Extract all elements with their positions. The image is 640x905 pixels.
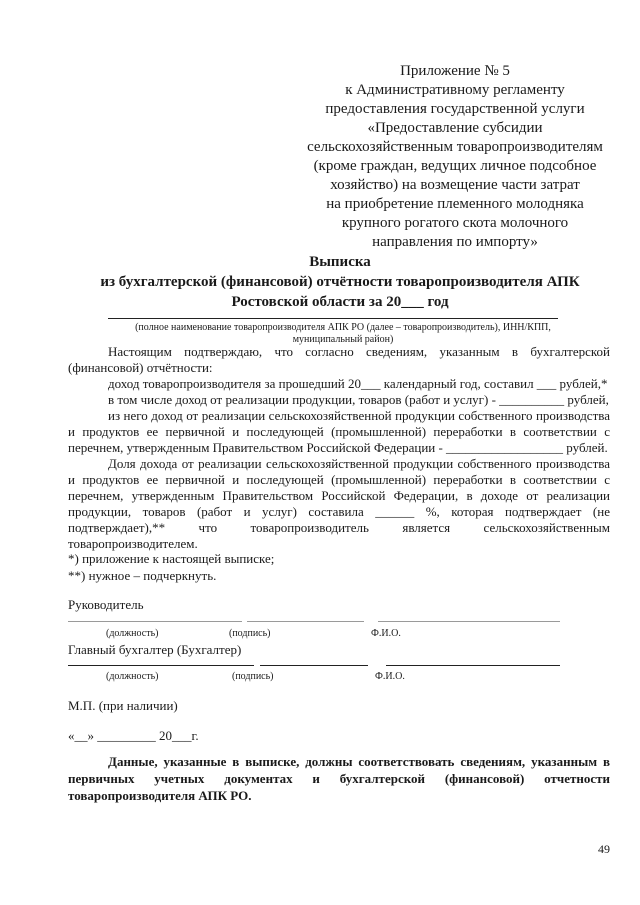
statement-paragraph: из него доход от реализации сельскохозяйственной продукции собственного производства и продуктов ее первичной и последующей (промышленной) переработки в соответствии с перечнем, утвержденным Правительством Российской Федерации - __________________ рублей.	[68, 408, 610, 455]
appendix-line: Приложение № 5	[400, 63, 510, 79]
appendix-line: хозяйство) на возмещение части затрат	[330, 177, 580, 193]
appendix-line: направления по импорту»	[372, 234, 538, 250]
appendix-line: сельскохозяйственным товаропроизводителям	[307, 139, 603, 155]
title-line: из бухгалтерской (финансовой) отчётности товаропроизводителя АПК	[100, 274, 580, 290]
head-signature-line	[247, 621, 364, 622]
appendix-line: (кроме граждан, ведущих личное подсобное	[313, 158, 597, 174]
fullname-caption-line: муниципальный район)	[292, 334, 394, 345]
statement-paragraph: доход товаропроизводителя за прошедший 20___ календарный год, составил ___ рублей,*	[108, 376, 608, 391]
fullname-caption	[108, 322, 578, 346]
title-line: Ростовской области за 20___ год	[231, 294, 449, 310]
date-line: «__» _________ 20___г.	[68, 728, 199, 743]
footnote: **) нужное – подчеркнуть.	[68, 568, 217, 583]
chief-position-caption: (должность)	[106, 671, 159, 682]
stamp-label: М.П. (при наличии)	[68, 698, 178, 713]
appendix-line: крупного рогатого скота молочного	[341, 215, 569, 231]
fullname-fill-line	[108, 318, 558, 319]
title-line: Выписка	[309, 254, 371, 270]
head-name-caption: Ф.И.О.	[371, 628, 401, 639]
chief-signature-line	[260, 665, 368, 666]
chief-position-line	[68, 665, 254, 666]
appendix-header	[290, 62, 620, 252]
chief-name-line	[386, 665, 560, 666]
statement-paragraph: в том числе доход от реализации продукции, товаров (работ и услуг) - __________ рублей,	[108, 392, 609, 407]
final-note: Данные, указанные в выписке, должны соответствовать сведениям, указанным в первичных учетных документах и бухгалтерской (финансовой) отчетности товаропроизводителя АПК РО.	[68, 754, 610, 803]
head-signature-caption: (подпись)	[229, 628, 271, 639]
head-position-line	[68, 621, 242, 622]
page-number: 49	[598, 842, 610, 856]
head-name-line	[378, 621, 560, 622]
appendix-line: «Предоставление субсидии	[367, 120, 543, 136]
document-title	[40, 252, 640, 312]
appendix-line: к Административному регламенту	[345, 82, 565, 98]
appendix-line: предоставления государственной услуги	[325, 101, 585, 117]
statement-paragraph: Доля дохода от реализации сельскохозяйственной продукции собственного производства и продуктов ее первичной и последующей (промышленной) переработки в соответствии с перечнем, утвержденным Правительством Российской Федерации, в доходе от реализации продукции, товаров (работ и услуг) составила ______ %, которая подтверждает (не подтверждает),** что товаропроизводитель является сельскохозяйственным товаропроизводителем.	[68, 456, 610, 551]
appendix-line: на приобретение племенного молодняка	[326, 196, 584, 212]
statement-paragraph: Настоящим подтверждаю, что согласно сведениям, указанным в бухгалтерской (финансовой) отчётности:	[68, 344, 610, 375]
head-label: Руководитель	[68, 597, 144, 612]
footnotes	[68, 550, 274, 584]
chief-signature-caption: (подпись)	[232, 671, 274, 682]
chief-name-caption: Ф.И.О.	[375, 671, 405, 682]
chief-accountant-label: Главный бухгалтер (Бухгалтер)	[68, 642, 242, 657]
footnote: *) приложение к настоящей выписке;	[68, 551, 275, 566]
head-position-caption: (должность)	[106, 628, 159, 639]
statement-body	[68, 344, 610, 552]
fullname-caption-line: (полное наименование товаропроизводителя АПК РО (далее – товаропроизводитель), ИНН/КПП,	[135, 322, 551, 333]
